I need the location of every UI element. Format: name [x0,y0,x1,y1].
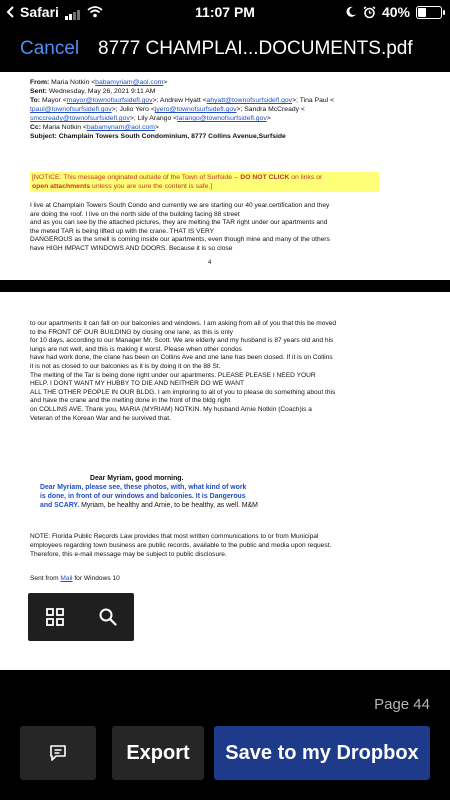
battery-icon [416,6,442,19]
comment-button[interactable] [20,726,96,780]
public-records-note [30,532,425,559]
body-line: I live at Champlain Towers South Condo and currently we are starting our 40 year.certification and they [30,202,330,209]
email-body-part2 [30,320,420,423]
to-email-link[interactable]: jyero@townofsurfsidefl.gov [154,106,237,113]
to-email-link[interactable]: tpaul@townofsurfsidefl.gov [30,106,112,113]
status-time: 11:07 PM [195,4,255,20]
to-email-link[interactable]: smccready@townofsurfsidefl.gov [30,115,130,122]
subject-line: Subject: Champlain Towers South Condominium, 8777 Collins Avenue,Surfside [30,133,286,140]
bottom-action-bar [0,726,450,782]
document-title: 8777 CHAMPLAI...DOCUMENTS.pdf [98,38,413,59]
moon-icon [345,6,357,18]
carrier-label[interactable]: Safari [20,4,59,20]
search-button[interactable] [90,599,126,635]
body-line: ALL THE OTHER PEOPLE IN OUR BLDG. I am imploring to all of you to please do something about this [30,388,336,396]
reply-line: and SCARY. Myriam, be healthy and Arnie, to be healthy, as well. M&M [40,502,258,509]
status-bar [0,0,450,26]
body-line: The melting of the Tar is being done right under our apartments. PLEASE PLEASE I NEED YOUR [30,371,316,379]
cc-line: Cc: Maria Notkin <babamyriam@aol.com> [30,124,159,131]
reply-line: is done, in front of our windows and balconies. It is Dangerous [40,493,246,500]
thumbnails-button[interactable] [37,599,73,635]
battery-percent: 40% [381,4,410,20]
body-line: for 10 days, according to our Manager Mr. Scott. We are elderly and my husband is 87 years old and his [30,337,334,345]
body-line: the meted TAR is being lifted up with the crane. THAT IS VERY [30,227,214,235]
alarm-icon [363,6,376,19]
body-line: and have the crane and the melting done in the front of the bldg right [30,397,231,405]
cancel-button[interactable]: Cancel [20,38,80,59]
mail-link[interactable]: Mail [60,575,73,582]
status-right [345,4,442,20]
body-line: have HIGH IMPACT WINDOWS AND DOORS. Because it is so close [30,244,233,252]
body-line: lungs are not well, and this is making it worst. Please when other condos [30,345,242,353]
body-line: on COLLINS AVE. Thank you, MARIA (MYRIAM) NOTKIN. My husband Arnie Notkin (Coach)is a [30,405,312,413]
battery-fill [418,8,426,17]
nav-bar [0,26,450,70]
to-email-link[interactable]: larango@townofsurfsidefl.gov [177,115,267,122]
to-email-link[interactable]: ahyatt@townofsurfsidefl.gov [206,97,293,104]
from-email-link[interactable]: babamyriam@aol.com [95,79,164,86]
body-line: Veteran of the Korean War and he survived that. [30,414,171,422]
email-body-part1 [30,202,420,254]
from-line: From: Maria Notkin <babamyriam@aol.com> [30,79,168,86]
sent-line: Sent: Wednesday, May 26, 2021 9:11 AM [30,88,156,95]
legal-line: Therefore, this e-mail message may be subject to public disclosure. [30,551,227,558]
body-line: are doing the roof. I live on the north side of the building facing 88 street [30,210,240,218]
email-header [30,78,440,141]
to-email-link[interactable]: mayor@townofsurfsidefl.gov [66,97,153,104]
body-line: it is not as closed to our balconies as it is by doing it on the 88 St. [30,362,221,370]
to-line: To: Mayor <mayor@townofsurfsidefl.gov>; Andrew Hyatt <ahyatt@townofsurfsidefl.gov>; Tina Paul < tpaul@townofsurfsidefl.gov>; Julio Yero <jyero@townofsurfsidefl.gov>; Sandra McCready < smccready@townofsurfsidefl.gov>; Lily Arango <larango@townofsurfsidefl.gov> [30,97,335,122]
body-line: to the FRONT OF OUR BUILDING by closing one lane, as this is only [30,328,233,336]
body-line: to our apartments it can fall on our balconies and windows. I am asking from all of you that this be moved [30,320,337,327]
reply-block [40,474,370,510]
export-button[interactable]: Export [112,726,204,780]
pdf-page-top[interactable] [0,72,450,280]
search-icon [98,607,118,627]
grid-icon [45,607,65,627]
reply-greeting: Dear Myriam, good morning. [90,475,184,482]
page-number: 4 [208,260,212,266]
body-line: HELP. I DONT WANT MY HUBBY TO DIE AND NEITHER DO WE WANT [30,380,245,388]
sent-from: Sent from Mail for Windows 10 [30,575,120,582]
cc-email-link[interactable]: babamyriam@aol.com [86,124,155,131]
external-notice: [NOTICE: This message originated outside of the Town of Surfside -- DO NOT CLICK on links or open attachments unless you are sure the content is safe.] [30,172,379,192]
save-to-dropbox-button[interactable]: Save to my Dropbox [214,726,430,780]
reply-line: Dear Myriam, please see, these photos, with, what kind of work [40,484,247,491]
body-line: DANGEROUS as the smell is coming inside our apartments, even though mine and many of the others [30,236,330,244]
body-line: have had work done, the crane has been on Collins Ave and one lane has been closed. If it is on Collins [30,354,333,362]
comment-icon [49,744,67,762]
legal-line: employees regarding town business are public records, available to the public and media upon request. [30,542,332,549]
legal-line: NOTE: Florida Public Records Law provides that most written communications to or from Municipal [30,533,319,540]
view-toolbar [28,593,134,641]
page-indicator: Page 44 [374,696,430,713]
body-line: and as you can see by the attached pictures, they are melting the TAR right under our apartments and [30,219,328,227]
